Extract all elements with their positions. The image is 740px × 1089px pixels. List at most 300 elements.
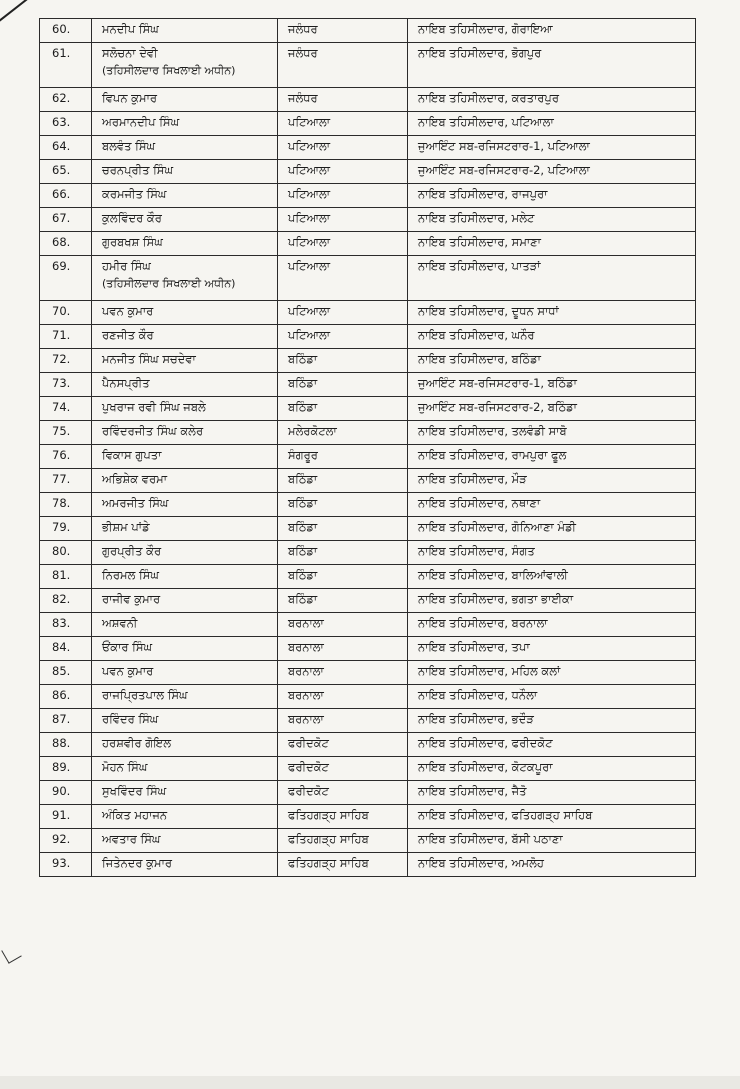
district-cell-text: ਜਲੰਧਰ bbox=[288, 22, 318, 36]
serial-number-cell bbox=[40, 637, 92, 661]
posting-cell bbox=[408, 301, 696, 325]
posting-cell-text: ਨਾਇਬ ਤਹਿਸੀਲਦਾਰ, ਸੰਗਤ bbox=[418, 544, 535, 558]
officer-name-cell-text: ਨਿਰਮਲ ਸਿੰਘ bbox=[102, 568, 159, 582]
table-row bbox=[40, 757, 696, 781]
officer-name-cell bbox=[92, 757, 278, 781]
serial-number-cell-text: 70. bbox=[52, 304, 71, 318]
district-cell bbox=[278, 397, 408, 421]
district-cell bbox=[278, 637, 408, 661]
table-row bbox=[40, 517, 696, 541]
officer-name-cell-text: ਕਰਮਜੀਤ ਸਿੰਘ bbox=[102, 187, 167, 201]
posting-cell bbox=[408, 19, 696, 43]
officer-name-cell bbox=[92, 208, 278, 232]
officer-name-cell bbox=[92, 781, 278, 805]
serial-number-cell bbox=[40, 349, 92, 373]
serial-number-cell bbox=[40, 184, 92, 208]
posting-cell bbox=[408, 565, 696, 589]
district-cell-text: ਪਟਿਆਲਾ bbox=[288, 163, 331, 177]
posting-cell bbox=[408, 781, 696, 805]
officer-name-cell-text: ਅਭਿਸ਼ੇਕ ਵਰਮਾ bbox=[102, 472, 167, 486]
posting-cell bbox=[408, 373, 696, 397]
officer-name-cell-text: ਚਰਨਪ੍ਰੀਤ ਸਿੰਘ bbox=[102, 163, 174, 177]
officer-name-cell bbox=[92, 733, 278, 757]
serial-number-cell-text: 77. bbox=[52, 472, 71, 486]
posting-cell bbox=[408, 349, 696, 373]
district-cell bbox=[278, 19, 408, 43]
margin-pen-mark bbox=[1, 943, 21, 963]
officer-name-cell-text: ਅਸ਼ਵਨੀ bbox=[102, 616, 138, 630]
table-row bbox=[40, 709, 696, 733]
serial-number-cell bbox=[40, 805, 92, 829]
district-cell bbox=[278, 43, 408, 88]
posting-cell bbox=[408, 853, 696, 877]
posting-cell bbox=[408, 184, 696, 208]
serial-number-cell-text: 84. bbox=[52, 640, 71, 654]
district-cell-text: ਪਟਿਆਲਾ bbox=[288, 328, 331, 342]
table-row bbox=[40, 829, 696, 853]
officer-name-cell-text: ਹਮੀਰ ਸਿੰਘ bbox=[102, 259, 151, 273]
posting-cell-text: ਨਾਇਬ ਤਹਿਸੀਲਦਾਰ, ਭਗਤਾ ਭਾਈਕਾ bbox=[418, 592, 574, 606]
officer-name-cell-text: ਸਲੋਚਨਾ ਦੇਵੀ bbox=[102, 46, 158, 60]
table-row bbox=[40, 445, 696, 469]
posting-cell bbox=[408, 256, 696, 301]
district-cell-text: ਫਤਿਹਗੜ੍ਹ ਸਾਹਿਬ bbox=[288, 808, 369, 822]
district-cell-text: ਬਠਿੰਡਾ bbox=[288, 568, 318, 582]
district-cell-text: ਜਲੰਧਰ bbox=[288, 46, 318, 60]
posting-cell bbox=[408, 661, 696, 685]
serial-number-cell bbox=[40, 685, 92, 709]
officer-name-cell bbox=[92, 493, 278, 517]
serial-number-cell bbox=[40, 781, 92, 805]
table-row bbox=[40, 613, 696, 637]
table-row bbox=[40, 349, 696, 373]
district-cell-text: ਬਠਿੰਡਾ bbox=[288, 352, 318, 366]
district-cell-text: ਬਠਿੰਡਾ bbox=[288, 376, 318, 390]
serial-number-cell bbox=[40, 112, 92, 136]
posting-cell bbox=[408, 88, 696, 112]
table-row bbox=[40, 112, 696, 136]
district-cell-text: ਪਟਿਆਲਾ bbox=[288, 139, 331, 153]
serial-number-cell-text: 88. bbox=[52, 736, 71, 750]
serial-number-cell-text: 63. bbox=[52, 115, 71, 129]
posting-cell-text: ਨਾਇਬ ਤਹਿਸੀਲਦਾਰ, ਰਾਮਪੁਰਾ ਫੂਲ bbox=[418, 448, 567, 462]
posting-cell-text: ਨਾਇਬ ਤਹਿਸੀਲਦਾਰ, ਗੋਰਾਇਆ bbox=[418, 22, 553, 36]
officer-name-cell bbox=[92, 685, 278, 709]
officer-name-cell-text: ਭੀਸ਼ਮ ਪਾਂਡੇ bbox=[102, 520, 150, 534]
district-cell-text: ਪਟਿਆਲਾ bbox=[288, 259, 331, 273]
posting-cell-text: ਨਾਇਬ ਤਹਿਸੀਲਦਾਰ, ਬਰਨਾਲਾ bbox=[418, 616, 548, 630]
posting-cell bbox=[408, 469, 696, 493]
serial-number-cell-text: 92. bbox=[52, 832, 71, 846]
district-cell bbox=[278, 853, 408, 877]
posting-cell-text: ਨਾਇਬ ਤਹਿਸੀਲਦਾਰ, ਫਤਿਹਗੜ੍ਹ ਸਾਹਿਬ bbox=[418, 808, 593, 822]
serial-number-cell bbox=[40, 301, 92, 325]
serial-number-cell-text: 80. bbox=[52, 544, 71, 558]
posting-cell bbox=[408, 421, 696, 445]
officer-name-cell-text: ਪੁਖਰਾਜ ਰਵੀ ਸਿੰਘ ਜਬਲੇ bbox=[102, 400, 206, 414]
table-row bbox=[40, 160, 696, 184]
serial-number-cell bbox=[40, 421, 92, 445]
district-cell bbox=[278, 733, 408, 757]
district-cell bbox=[278, 301, 408, 325]
officer-name-cell-text: ਵਿਕਾਸ ਗੁਪਤਾ bbox=[102, 448, 162, 462]
serial-number-cell bbox=[40, 88, 92, 112]
name-subtitle: (ਤਹਿਸੀਲਦਾਰ ਸਿਖਲਾਈ ਅਧੀਨ) bbox=[102, 64, 236, 77]
serial-number-cell bbox=[40, 565, 92, 589]
posting-cell-text: ਨਾਇਬ ਤਹਿਸੀਲਦਾਰ, ਪਾਤੜਾਂ bbox=[418, 259, 541, 273]
serial-number-cell-text: 71. bbox=[52, 328, 71, 342]
district-cell-text: ਬਰਨਾਲਾ bbox=[288, 688, 324, 702]
district-cell-text: ਫਰੀਦਕੋਟ bbox=[288, 736, 329, 750]
serial-number-cell-text: 64. bbox=[52, 139, 71, 153]
posting-cell bbox=[408, 517, 696, 541]
posting-cell-text: ਨਾਇਬ ਤਹਿਸੀਲਦਾਰ, ਕੋਟਕਪੂਰਾ bbox=[418, 760, 553, 774]
district-cell-text: ਸੰਗਰੂਰ bbox=[288, 448, 318, 462]
posting-cell-text: ਨਾਇਬ ਤਹਿਸੀਲਦਾਰ, ਭਦੌੜ bbox=[418, 712, 534, 726]
officer-name-cell-text: ਬਲਵੰਤ ਸਿੰਘ bbox=[102, 139, 156, 153]
posting-cell-text: ਨਾਇਬ ਤਹਿਸੀਲਦਾਰ, ਬਾਲਿਆਂਵਾਲੀ bbox=[418, 568, 568, 582]
serial-number-cell bbox=[40, 709, 92, 733]
district-cell bbox=[278, 781, 408, 805]
serial-number-cell-text: 65. bbox=[52, 163, 71, 177]
posting-cell-text: ਨਾਇਬ ਤਹਿਸੀਲਦਾਰ, ਅਮਲੋਹ bbox=[418, 856, 544, 870]
posting-cell bbox=[408, 325, 696, 349]
posting-cell bbox=[408, 112, 696, 136]
page-bottom-edge bbox=[0, 1076, 740, 1089]
serial-number-cell-text: 76. bbox=[52, 448, 71, 462]
posting-cell bbox=[408, 637, 696, 661]
table-row bbox=[40, 301, 696, 325]
posting-cell-text: ਨਾਇਬ ਤਹਿਸੀਲਦਾਰ, ਕਰਤਾਰਪੁਰ bbox=[418, 91, 559, 105]
serial-number-cell bbox=[40, 43, 92, 88]
table-row bbox=[40, 493, 696, 517]
serial-number-cell-text: 81. bbox=[52, 568, 71, 582]
officer-name-cell-text: ਮਨਦੀਪ ਸਿੰਘ bbox=[102, 22, 159, 36]
officer-name-cell bbox=[92, 325, 278, 349]
serial-number-cell-text: 60. bbox=[52, 22, 71, 36]
officer-name-cell-text: ਓਂਕਾਰ ਸਿੰਘ bbox=[102, 640, 153, 654]
district-cell bbox=[278, 136, 408, 160]
serial-number-cell bbox=[40, 325, 92, 349]
posting-cell-text: ਜੁਆਇੰਟ ਸਬ-ਰਜਿਸਟਰਾਰ-2, ਬਠਿੰਡਾ bbox=[418, 400, 577, 414]
posting-cell-text: ਨਾਇਬ ਤਹਿਸੀਲਦਾਰ, ਦੂਧਨ ਸਾਧਾਂ bbox=[418, 304, 559, 318]
posting-cell-text: ਜੁਆਇੰਟ ਸਬ-ਰਜਿਸਟਰਾਰ-2, ਪਟਿਆਲਾ bbox=[418, 163, 590, 177]
officer-name-cell bbox=[92, 853, 278, 877]
serial-number-cell-text: 87. bbox=[52, 712, 71, 726]
table-row bbox=[40, 469, 696, 493]
district-cell bbox=[278, 589, 408, 613]
serial-number-cell-text: 62. bbox=[52, 91, 71, 105]
serial-number-cell-text: 78. bbox=[52, 496, 71, 510]
serial-number-cell-text: 69. bbox=[52, 259, 71, 273]
posting-cell bbox=[408, 733, 696, 757]
district-cell bbox=[278, 208, 408, 232]
serial-number-cell-text: 72. bbox=[52, 352, 71, 366]
serial-number-cell bbox=[40, 160, 92, 184]
posting-cell-text: ਨਾਇਬ ਤਹਿਸੀਲਦਾਰ, ਸਮਾਣਾ bbox=[418, 235, 541, 249]
district-cell bbox=[278, 829, 408, 853]
posting-cell bbox=[408, 829, 696, 853]
serial-number-cell bbox=[40, 469, 92, 493]
officer-posting-table bbox=[39, 18, 696, 877]
officer-name-cell-text: ਅਰਮਾਨਦੀਪ ਸਿੰਘ bbox=[102, 115, 180, 129]
serial-number-cell bbox=[40, 589, 92, 613]
posting-cell bbox=[408, 445, 696, 469]
posting-cell-text: ਨਾਇਬ ਤਹਿਸੀਲਦਾਰ, ਗੋਨਿਆਣਾ ਮੰਡੀ bbox=[418, 520, 577, 534]
serial-number-cell bbox=[40, 661, 92, 685]
posting-cell bbox=[408, 160, 696, 184]
district-cell-text: ਬਠਿੰਡਾ bbox=[288, 544, 318, 558]
posting-cell bbox=[408, 613, 696, 637]
serial-number-cell bbox=[40, 853, 92, 877]
officer-name-cell bbox=[92, 232, 278, 256]
table-row bbox=[40, 88, 696, 112]
table-row bbox=[40, 685, 696, 709]
table-row bbox=[40, 781, 696, 805]
officer-name-cell bbox=[92, 88, 278, 112]
serial-number-cell bbox=[40, 445, 92, 469]
serial-number-cell-text: 83. bbox=[52, 616, 71, 630]
posting-cell-text: ਨਾਇਬ ਤਹਿਸੀਲਦਾਰ, ਭੋਗਪੁਰ bbox=[418, 46, 542, 60]
posting-cell-text: ਨਾਇਬ ਤਹਿਸੀਲਦਾਰ, ਪਟਿਆਲਾ bbox=[418, 115, 554, 129]
officer-name-cell-text: ਮਨਜੀਤ ਸਿੰਘ ਸਚਦੇਵਾ bbox=[102, 352, 196, 366]
officer-name-cell-text: ਜਿਤੇਨਦਰ ਕੁਮਾਰ bbox=[102, 856, 172, 870]
district-cell-text: ਪਟਿਆਲਾ bbox=[288, 115, 331, 129]
district-cell bbox=[278, 613, 408, 637]
officer-name-cell-text: ਮੋਹਨ ਸਿੰਘ bbox=[102, 760, 148, 774]
district-cell bbox=[278, 757, 408, 781]
table-row bbox=[40, 589, 696, 613]
posting-cell-text: ਨਾਇਬ ਤਹਿਸੀਲਦਾਰ, ਬਠਿੰਡਾ bbox=[418, 352, 541, 366]
serial-number-cell-text: 93. bbox=[52, 856, 71, 870]
serial-number-cell-text: 91. bbox=[52, 808, 71, 822]
serial-number-cell-text: 73. bbox=[52, 376, 71, 390]
officer-name-cell bbox=[92, 256, 278, 301]
district-cell bbox=[278, 373, 408, 397]
table-body bbox=[40, 19, 696, 877]
officer-name-cell-text: ਰਾਜੀਵ ਕੁਮਾਰ bbox=[102, 592, 161, 606]
district-cell bbox=[278, 256, 408, 301]
officer-name-cell-text: ਸੁਖਵਿੰਦਰ ਸਿੰਘ bbox=[102, 784, 167, 798]
officer-name-cell bbox=[92, 805, 278, 829]
serial-number-cell bbox=[40, 256, 92, 301]
officer-name-cell bbox=[92, 445, 278, 469]
district-cell-text: ਬਠਿੰਡਾ bbox=[288, 496, 318, 510]
serial-number-cell-text: 89. bbox=[52, 760, 71, 774]
serial-number-cell bbox=[40, 829, 92, 853]
officer-name-cell bbox=[92, 136, 278, 160]
serial-number-cell-text: 86. bbox=[52, 688, 71, 702]
posting-cell bbox=[408, 397, 696, 421]
officer-name-cell bbox=[92, 112, 278, 136]
officer-name-cell-text: ਰਵਿੰਦਰਜੀਤ ਸਿੰਘ ਕਲੇਰ bbox=[102, 424, 204, 438]
posting-cell bbox=[408, 541, 696, 565]
posting-cell-text: ਨਾਇਬ ਤਹਿਸੀਲਦਾਰ, ਮਲੇਟ bbox=[418, 211, 535, 225]
district-cell-text: ਮਲੇਰਕੋਟਲਾ bbox=[288, 424, 337, 438]
district-cell-text: ਬਠਿੰਡਾ bbox=[288, 592, 318, 606]
serial-number-cell bbox=[40, 19, 92, 43]
serial-number-cell-text: 79. bbox=[52, 520, 71, 534]
table-row bbox=[40, 397, 696, 421]
table-row bbox=[40, 853, 696, 877]
table-row bbox=[40, 208, 696, 232]
district-cell bbox=[278, 661, 408, 685]
officer-name-cell bbox=[92, 160, 278, 184]
posting-cell bbox=[408, 589, 696, 613]
district-cell bbox=[278, 709, 408, 733]
posting-cell-text: ਜੁਆਇੰਟ ਸਬ-ਰਜਿਸਟਰਾਰ-1, ਪਟਿਆਲਾ bbox=[418, 139, 590, 153]
officer-name-cell-text: ਹਰਸ਼ਵੀਰ ਗੋਇਲ bbox=[102, 736, 172, 750]
officer-name-cell-text: ਪਵਨ ਕੁਮਾਰ bbox=[102, 304, 154, 318]
posting-cell-text: ਨਾਇਬ ਤਹਿਸੀਲਦਾਰ, ਨਥਾਣਾ bbox=[418, 496, 541, 510]
table-row bbox=[40, 325, 696, 349]
posting-cell bbox=[408, 493, 696, 517]
posting-cell-text: ਨਾਇਬ ਤਹਿਸੀਲਦਾਰ, ਮਹਿਲ ਕਲਾਂ bbox=[418, 664, 561, 678]
officer-name-cell-text: ਗੁਰਪ੍ਰੀਤ ਕੌਰ bbox=[102, 544, 162, 558]
officer-name-cell bbox=[92, 829, 278, 853]
posting-cell-text: ਨਾਇਬ ਤਹਿਸੀਲਦਾਰ, ਬੱਸੀ ਪਠਾਣਾ bbox=[418, 832, 563, 846]
serial-number-cell bbox=[40, 232, 92, 256]
district-cell-text: ਬਰਨਾਲਾ bbox=[288, 712, 324, 726]
table-row bbox=[40, 733, 696, 757]
officer-name-cell bbox=[92, 421, 278, 445]
officer-name-cell bbox=[92, 184, 278, 208]
district-cell bbox=[278, 685, 408, 709]
officer-name-cell-text: ਕੁਲਵਿੰਦਰ ਕੌਰ bbox=[102, 211, 162, 225]
district-cell bbox=[278, 445, 408, 469]
serial-number-cell-text: 85. bbox=[52, 664, 71, 678]
officer-name-cell bbox=[92, 613, 278, 637]
district-cell-text: ਫਤਿਹਗੜ੍ਹ ਸਾਹਿਬ bbox=[288, 856, 369, 870]
corner-pen-mark bbox=[0, 0, 42, 26]
serial-number-cell bbox=[40, 757, 92, 781]
district-cell-text: ਪਟਿਆਲਾ bbox=[288, 235, 331, 249]
district-cell-text: ਬਠਿੰਡਾ bbox=[288, 520, 318, 534]
table-row bbox=[40, 19, 696, 43]
district-cell-text: ਫਰੀਦਕੋਟ bbox=[288, 784, 329, 798]
table-row bbox=[40, 541, 696, 565]
officer-name-cell bbox=[92, 565, 278, 589]
officer-name-cell-text: ਪਵਨ ਕੁਮਾਰ bbox=[102, 664, 154, 678]
posting-cell bbox=[408, 208, 696, 232]
officer-name-cell-text: ਅਵਤਾਰ ਸਿੰਘ bbox=[102, 832, 161, 846]
district-cell-text: ਫਰੀਦਕੋਟ bbox=[288, 760, 329, 774]
serial-number-cell-text: 67. bbox=[52, 211, 71, 225]
posting-cell-text: ਨਾਇਬ ਤਹਿਸੀਲਦਾਰ, ਜੈਤੋ bbox=[418, 784, 527, 798]
table-row bbox=[40, 256, 696, 301]
district-cell bbox=[278, 565, 408, 589]
district-cell bbox=[278, 184, 408, 208]
district-cell-text: ਬਠਿੰਡਾ bbox=[288, 472, 318, 486]
serial-number-cell bbox=[40, 517, 92, 541]
officer-name-cell-text: ਰਣਜੀਤ ਕੌਰ bbox=[102, 328, 154, 342]
table-row bbox=[40, 373, 696, 397]
officer-name-cell bbox=[92, 589, 278, 613]
serial-number-cell bbox=[40, 493, 92, 517]
district-cell bbox=[278, 541, 408, 565]
district-cell-text: ਜਲੰਧਰ bbox=[288, 91, 318, 105]
district-cell-text: ਪਟਿਆਲਾ bbox=[288, 211, 331, 225]
officer-name-cell-text: ਅੰਕਿਤ ਮਹਾਜਨ bbox=[102, 808, 168, 822]
officer-name-cell-text: ਅਮਰਜੀਤ ਸਿੰਘ bbox=[102, 496, 169, 510]
officer-name-cell-text: ਪੈਨਸਪ੍ਰੀਤ bbox=[102, 376, 150, 390]
serial-number-cell-text: 61. bbox=[52, 46, 71, 60]
serial-number-cell-text: 66. bbox=[52, 187, 71, 201]
officer-name-cell bbox=[92, 469, 278, 493]
district-cell bbox=[278, 349, 408, 373]
officer-name-cell bbox=[92, 397, 278, 421]
serial-number-cell-text: 82. bbox=[52, 592, 71, 606]
posting-cell-text: ਨਾਇਬ ਤਹਿਸੀਲਦਾਰ, ਫਰੀਦਕੋਟ bbox=[418, 736, 553, 750]
serial-number-cell-text: 68. bbox=[52, 235, 71, 249]
posting-cell-text: ਨਾਇਬ ਤਹਿਸੀਲਦਾਰ, ਮੌੜ bbox=[418, 472, 527, 486]
table-row bbox=[40, 43, 696, 88]
district-cell bbox=[278, 805, 408, 829]
officer-name-cell-text: ਰਵਿੰਦਰ ਸਿੰਘ bbox=[102, 712, 159, 726]
posting-cell-text: ਨਾਇਬ ਤਹਿਸੀਲਦਾਰ, ਤਲਵੰਡੀ ਸਾਬੋ bbox=[418, 424, 567, 438]
district-cell-text: ਫਤਿਹਗੜ੍ਹ ਸਾਹਿਬ bbox=[288, 832, 369, 846]
district-cell bbox=[278, 325, 408, 349]
serial-number-cell bbox=[40, 373, 92, 397]
serial-number-cell bbox=[40, 733, 92, 757]
district-cell bbox=[278, 232, 408, 256]
officer-name-cell bbox=[92, 349, 278, 373]
officer-name-cell bbox=[92, 541, 278, 565]
table-row bbox=[40, 184, 696, 208]
district-cell-text: ਬਰਨਾਲਾ bbox=[288, 640, 324, 654]
district-cell bbox=[278, 421, 408, 445]
serial-number-cell bbox=[40, 397, 92, 421]
posting-cell bbox=[408, 757, 696, 781]
officer-name-cell-text: ਰਾਜਪ੍ਰਿਤਪਾਲ ਸਿੰਘ bbox=[102, 688, 188, 702]
district-cell-text: ਪਟਿਆਲਾ bbox=[288, 304, 331, 318]
posting-cell bbox=[408, 232, 696, 256]
district-cell bbox=[278, 493, 408, 517]
district-cell bbox=[278, 112, 408, 136]
officer-name-cell bbox=[92, 301, 278, 325]
officer-name-cell bbox=[92, 43, 278, 88]
district-cell-text: ਬਰਨਾਲਾ bbox=[288, 616, 324, 630]
officer-name-cell-text: ਵਿਪਨ ਕੁਮਾਰ bbox=[102, 91, 157, 105]
district-cell bbox=[278, 88, 408, 112]
serial-number-cell-text: 75. bbox=[52, 424, 71, 438]
posting-cell bbox=[408, 685, 696, 709]
district-cell-text: ਪਟਿਆਲਾ bbox=[288, 187, 331, 201]
serial-number-cell-text: 74. bbox=[52, 400, 71, 414]
posting-cell-text: ਨਾਇਬ ਤਹਿਸੀਲਦਾਰ, ਰਾਜਪੁਰਾ bbox=[418, 187, 548, 201]
posting-cell-text: ਨਾਇਬ ਤਹਿਸੀਲਦਾਰ, ਤਪਾ bbox=[418, 640, 530, 654]
district-cell-text: ਬਰਨਾਲਾ bbox=[288, 664, 324, 678]
officer-name-cell-text: ਗੁਰਬਖਸ਼ ਸਿੰਘ bbox=[102, 235, 163, 249]
officer-name-cell bbox=[92, 637, 278, 661]
serial-number-cell bbox=[40, 136, 92, 160]
officer-name-cell bbox=[92, 709, 278, 733]
officer-name-cell bbox=[92, 517, 278, 541]
serial-number-cell-text: 90. bbox=[52, 784, 71, 798]
name-subtitle: (ਤਹਿਸੀਲਦਾਰ ਸਿਖਲਾਈ ਅਧੀਨ) bbox=[102, 277, 236, 290]
district-cell bbox=[278, 160, 408, 184]
posting-cell bbox=[408, 136, 696, 160]
table-row bbox=[40, 136, 696, 160]
posting-cell-text: ਜੁਆਇੰਟ ਸਬ-ਰਜਿਸਟਰਾਰ-1, ਬਠਿੰਡਾ bbox=[418, 376, 577, 390]
table-row bbox=[40, 661, 696, 685]
table-row bbox=[40, 805, 696, 829]
officer-name-cell bbox=[92, 373, 278, 397]
officer-name-cell bbox=[92, 661, 278, 685]
table-row bbox=[40, 637, 696, 661]
officer-name-cell bbox=[92, 19, 278, 43]
district-cell bbox=[278, 517, 408, 541]
